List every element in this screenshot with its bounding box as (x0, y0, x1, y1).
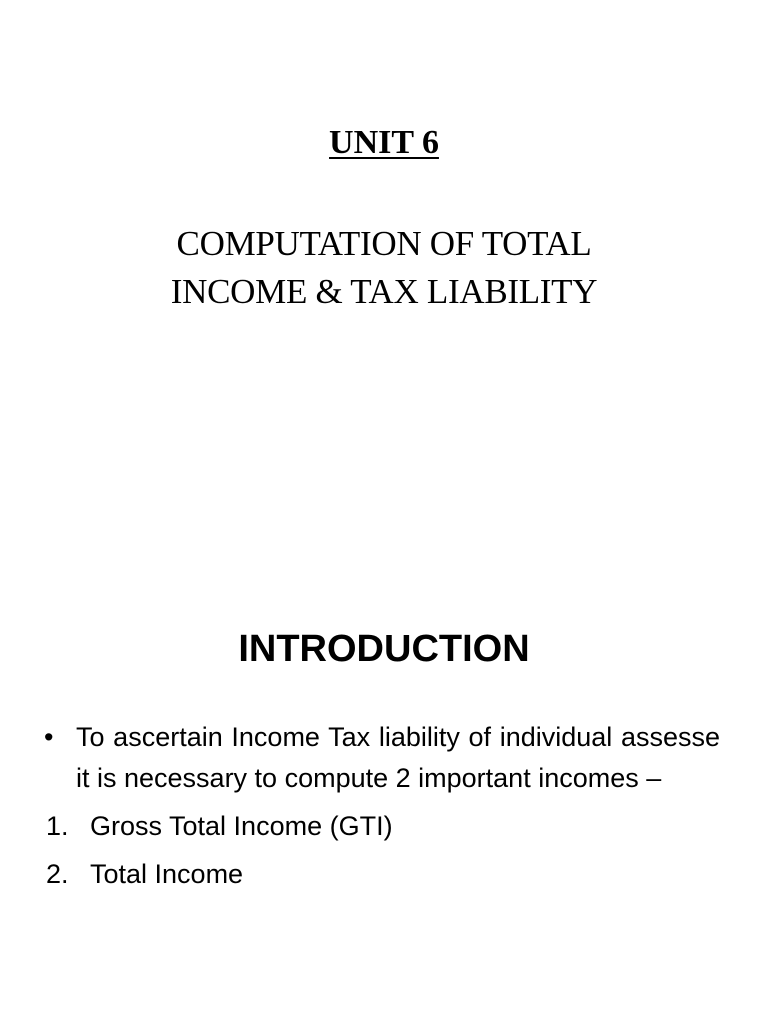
bullet-marker: • (44, 722, 54, 752)
subtitle-line-2: INCOME & TAX LIABILITY (170, 272, 598, 311)
subtitle-line-1: COMPUTATION OF TOTAL (176, 224, 592, 263)
introduction-heading: INTRODUCTION (238, 628, 530, 670)
list-text: Total Income (90, 859, 244, 889)
slide-content (0, 717, 768, 895)
list-number: 1. (46, 811, 69, 841)
bullet-item (0, 717, 768, 799)
list-text: Gross Total Income (GTI) (90, 811, 393, 841)
list-item (0, 854, 768, 895)
introduction-slide (0, 512, 768, 1024)
list-number: 2. (46, 859, 69, 889)
unit-title: UNIT 6 (329, 124, 439, 161)
bullet-text: To ascertain Income Tax liability of individual assesse it is necessary to compute 2 important incomes – (76, 722, 720, 793)
slide-subtitle (0, 220, 768, 316)
list-item (0, 806, 768, 847)
